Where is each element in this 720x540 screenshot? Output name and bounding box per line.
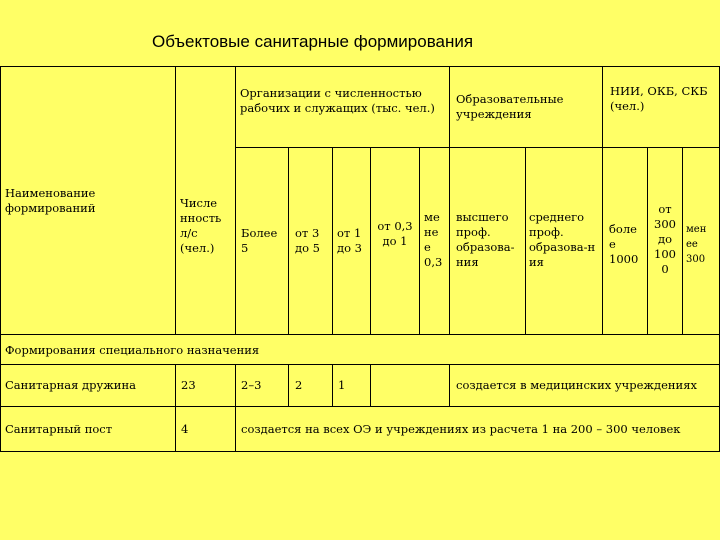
header-org-col: от 0,3 до 1	[377, 219, 413, 248]
header-bottom	[0, 334, 720, 335]
header-edu-col: высшего проф. образова-ния	[456, 210, 515, 269]
vline	[602, 66, 603, 334]
vline	[647, 147, 648, 334]
vline	[370, 147, 371, 334]
header-edu-group: Образовательные учреждения	[456, 92, 564, 121]
header-org-group: Организации с численностью рабочих и служащих (тыс. чел.)	[240, 86, 435, 115]
row-cell: 2–3	[241, 378, 262, 392]
row-note: создается на всех ОЭ и учреждениях из расчета 1 на 200 – 300 человек	[241, 422, 681, 436]
vline	[175, 364, 176, 406]
vline	[235, 406, 236, 451]
row-name: Санитарная дружина	[5, 378, 136, 392]
header-org-col: от 1 до 3	[337, 226, 362, 255]
vline	[235, 66, 236, 334]
header-strength: Числе нность л/с (чел.)	[180, 196, 222, 255]
header-org-col: Более 5	[241, 226, 278, 255]
header-nii-col: от 300 до 100 0	[654, 202, 676, 276]
vline	[449, 364, 450, 406]
header-name: Наименование формирований	[5, 186, 96, 215]
row-note: создается в медицинских учреждениях	[456, 378, 697, 392]
vline	[525, 147, 526, 334]
vline	[288, 364, 289, 406]
header-nii-col: боле е 1000	[609, 222, 639, 266]
vline	[235, 364, 236, 406]
vline	[419, 147, 420, 334]
row1-bottom	[0, 406, 720, 407]
row-name: Санитарный пост	[5, 422, 113, 436]
vline	[288, 147, 289, 334]
page-title: Объектовые санитарные формирования	[152, 32, 474, 51]
vline	[682, 147, 683, 334]
header-nii-col: мен ее 300	[686, 224, 707, 265]
vline	[332, 147, 333, 334]
vline	[370, 364, 371, 406]
row-strength: 4	[181, 422, 189, 436]
header-edu-col: среднего проф. образова-н ия	[529, 210, 596, 269]
row-strength: 23	[181, 378, 196, 392]
vline	[175, 406, 176, 451]
header-org-col: ме не е 0,3	[424, 210, 443, 269]
vline	[449, 66, 450, 334]
section-title: Формирования специального назначения	[5, 343, 260, 357]
border-left	[0, 66, 1, 452]
table-bottom	[0, 451, 720, 452]
vline	[332, 364, 333, 406]
table-border-top	[0, 66, 720, 67]
section-bottom	[0, 364, 720, 365]
header-org-col: от 3 до 5	[295, 226, 320, 255]
row-cell: 1	[338, 378, 346, 392]
row-cell: 2	[295, 378, 303, 392]
header-nii-group: НИИ, ОКБ, СКБ (чел.)	[610, 84, 708, 113]
vline	[175, 66, 176, 334]
